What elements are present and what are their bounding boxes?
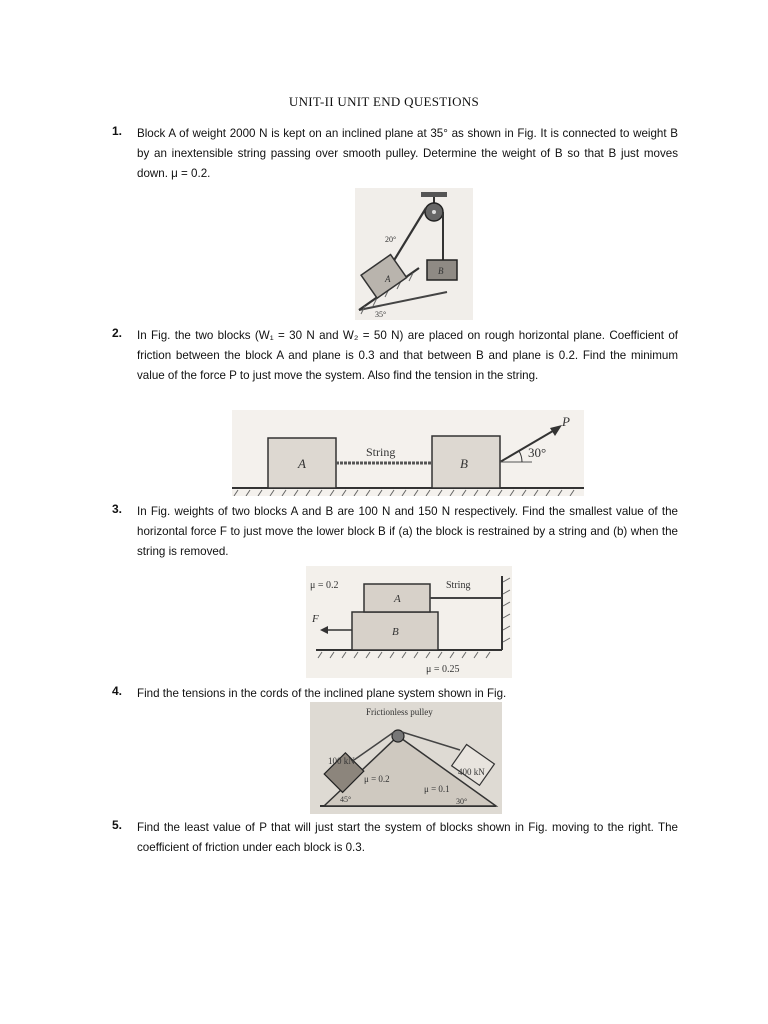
figure-1-inclined-pulley xyxy=(355,188,473,320)
figure-2-horizontal-blocks xyxy=(232,410,584,496)
figure-label-b: B xyxy=(438,266,444,276)
question-number: 1. xyxy=(112,124,123,138)
figure-label-mu-top: μ = 0.2 xyxy=(310,580,339,591)
figure-label-mu-left: μ = 0.2 xyxy=(364,774,390,784)
question-1 xyxy=(112,124,678,184)
figure-label-pulley: Frictionless pulley xyxy=(366,707,433,717)
figure-label-string: String xyxy=(446,580,471,591)
figure-label-a: A xyxy=(385,274,391,284)
figure-angle-top: 20° xyxy=(385,235,397,244)
figure-label-angle-left: 45° xyxy=(340,795,352,804)
question-text: In Fig. the two blocks (W₁ = 30 N and W₂ = 50 N) are placed on rough horizontal plane. Coefficient of friction between the block A and plane is 0.3 and that between B and plane is 0.2. Find the minimum value of the force P to just move the system. Also find the tension in the string. xyxy=(137,329,678,382)
figure-label-angle: 30° xyxy=(528,445,547,460)
question-5 xyxy=(112,818,678,858)
question-number: 2. xyxy=(112,326,123,340)
question-2 xyxy=(112,326,678,386)
figure-label-a: A xyxy=(298,456,306,471)
question-text: Find the least value of P that will just start the system of blocks shown in Fig. moving to the right. The coefficient of friction under each block is 0.3. xyxy=(137,821,678,854)
question-text: Find the tensions in the cords of the inclined plane system shown in Fig. xyxy=(137,687,507,700)
figure-label-weight-left: 100 kN xyxy=(328,756,355,766)
figure-label-mu-right: μ = 0.1 xyxy=(424,784,450,794)
question-number: 3. xyxy=(112,502,123,516)
figure-3-stacked-blocks xyxy=(306,566,512,678)
page-title: UNIT-II UNIT END QUESTIONS xyxy=(288,94,480,109)
figure-label-string: String xyxy=(366,445,396,459)
figure-4-double-incline xyxy=(310,702,502,814)
figure-label-force: F xyxy=(312,613,319,625)
question-number: 4. xyxy=(112,684,123,698)
question-3 xyxy=(112,502,678,562)
question-text: Block A of weight 2000 N is kept on an inclined plane at 35° as shown in Fig. It is connected to weight B by an inextensible string passing over smooth pulley. Determine the weight of B so that B just moves down. μ = 0.2. xyxy=(137,127,678,180)
figure-angle-base: 35° xyxy=(375,310,387,319)
question-text: In Fig. weights of two blocks A and B are 100 N and 150 N respectively. Find the smallest value of the horizontal force F to just move the lower block B if (a) the block is restrained by a string and (b) when the string is removed. xyxy=(137,505,678,558)
figure-label-b: B xyxy=(460,456,468,471)
figure-label-a: A xyxy=(394,593,401,605)
figure-label-mu-bottom: μ = 0.25 xyxy=(426,664,460,675)
question-number: 5. xyxy=(112,818,123,832)
figure-label-force: P xyxy=(562,414,570,429)
figure-label-angle-right: 30° xyxy=(456,797,468,806)
figure-label-b: B xyxy=(392,626,399,638)
figure-label-weight-right: 400 kN xyxy=(458,767,485,777)
question-4 xyxy=(112,684,678,704)
